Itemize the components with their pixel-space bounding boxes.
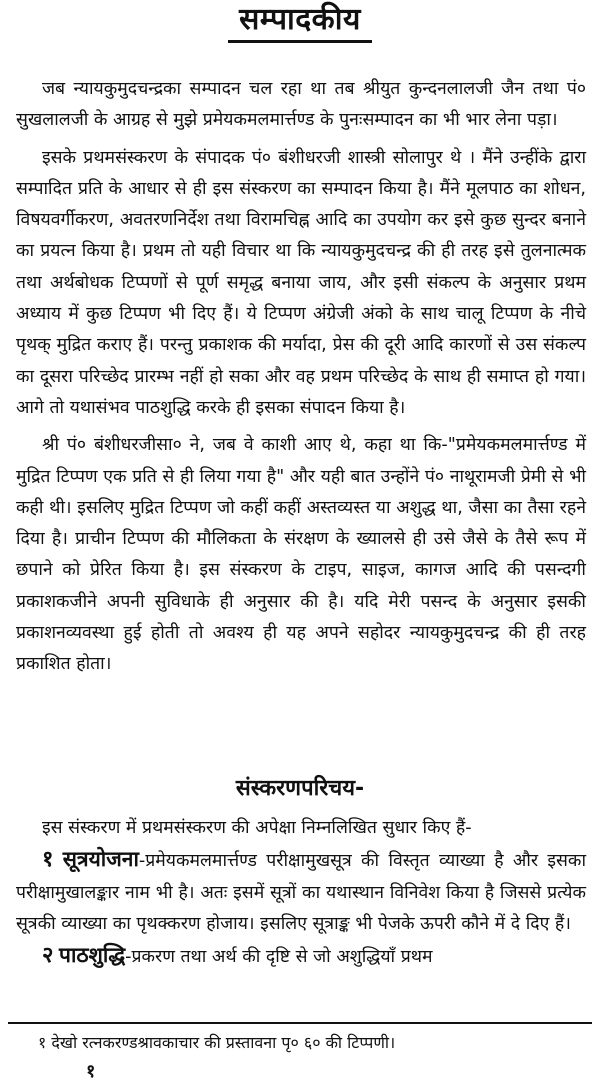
item-number: २ bbox=[42, 943, 54, 969]
editorial-body bbox=[16, 74, 586, 681]
section-heading: संस्करणपरिचय- bbox=[235, 776, 365, 801]
list-item bbox=[16, 844, 586, 940]
item-title: पाठशुद्धि bbox=[59, 943, 126, 968]
page-number: १ bbox=[86, 1061, 96, 1082]
item-title: सूत्रयोजना bbox=[62, 847, 139, 872]
footnote: १ देखो रत्नकरण्डश्रावकाचार की प्रस्तावना पृ० ६० की टिप्पणी। bbox=[38, 1033, 396, 1052]
title-underline bbox=[228, 40, 372, 43]
section-body bbox=[16, 813, 586, 973]
footnote-divider bbox=[8, 1022, 592, 1024]
item-text: -प्रमेयकमलमार्त्तण्ड परीक्षामुखसूत्र की विस्तृत व्याख्या है और इसका परीक्षामुखालङ्कार नाम भी है। अतः इसमें सूत्रों का यथास्थान विनिवेश किया है जिससे प्रत्येक सूत्रकी व्याख्या का पृथक्करण होजाय। इसलिए सूत्राङ्क भी पेजके ऊपरी कौने में दे दिए हैं। bbox=[16, 851, 586, 934]
paragraph-2: इसके प्रथमसंस्करण के संपादक पं० बंशीधरजी शास्त्री सोलापुर थे । मैंने उन्हींके द्वारा सम्पादित प्रति के आधार से ही इस संस्करण का सम्पादन किया है। मैंने मूलपाठ का शोधन, विषयवर्गीकरण, अवतरणनिर्देश तथा विरामचिह्न आदि का उपयोग कर इसे कुछ सुन्दर बनाने का प्रयत्न किया है। प्रथम तो यही विचार था कि न्यायकुमुदचन्द्र की ही तरह इसे तुलनात्मक तथा अर्थबोधक टिप्पणों से पूर्ण समृद्ध बनाया जाय, और इसी संकल्प के अनुसार प्रथम अध्याय में कुछ टिप्पण भी दिए हैं। ये टिप्पण अंग्रेजी अंको के साथ चालू टिप्पण के नीचे पृथक् मुद्रित कराए हैं। परन्तु प्रकाशक की मर्यादा, प्रेस की दूरी आदि कारणों से उस संकल्प का दूसरा परिच्छेद प्रारम्भ नहीं हो सका और वह प्रथम परिच्छेद के साथ ही समाप्त हो गया। आगे तो यथासंभव पाठशुद्धि करके ही इसका संपादन किया है। bbox=[16, 147, 586, 418]
list-item bbox=[16, 940, 586, 973]
paragraph-1: जब न्यायकुमुदचन्द्रका सम्पादन चल रहा था तब श्रीयुत कुन्दनलालजी जैन तथा पं० सुखलालजी के आग्रह से मुझे प्रमेयकमलमार्त्तण्ड के पुनःसम्पादन का भी भार लेना पड़ा। bbox=[16, 79, 586, 131]
section-intro: इस संस्करण में प्रथमसंस्करण की अपेक्षा निम्नलिखित सुधार किए हैं- bbox=[42, 818, 472, 838]
item-text: -प्रकरण तथा अर्थ की दृष्टि से जो अशुद्धियाँ प्रथम bbox=[125, 947, 433, 968]
paragraph-3: श्री पं० बंशीधरजीसा० ने, जब वे काशी आए थे, कहा था कि-"प्रमेयकमलमार्त्तण्ड में मुद्रित टिप्पण एक प्रति से ही लिया गया है" और यही बात उन्होंने पं० नाथूरामजी प्रेमी से भी कही थी। इसलिए मुद्रित टिप्पण जो कहीं कहीं अस्तव्यस्त या अशुद्ध था, जैसा का तैसा रहने दिया है। प्राचीन टिप्पण की मौलिकता के संरक्षण के ख्यालसे ही उसे जैसे के तैसे रूप में छपाने को प्रेरित किया है। इस संस्करण के टाइप, साइज, कागज आदि की पसन्दगी प्रकाशकजीने अपनी सुविधाके ही अनुसार की है। यदि मेरी पसन्द के अनुसार इसकी प्रकाशनव्यवस्था हुई होती तो अवश्य ही यह अपने सहोदर न्यायकुमुदचन्द्र की ही तरह प्रकाशित होता। bbox=[16, 435, 586, 675]
item-number: १ bbox=[42, 847, 54, 873]
page-title: सम्पादकीय bbox=[239, 2, 361, 37]
